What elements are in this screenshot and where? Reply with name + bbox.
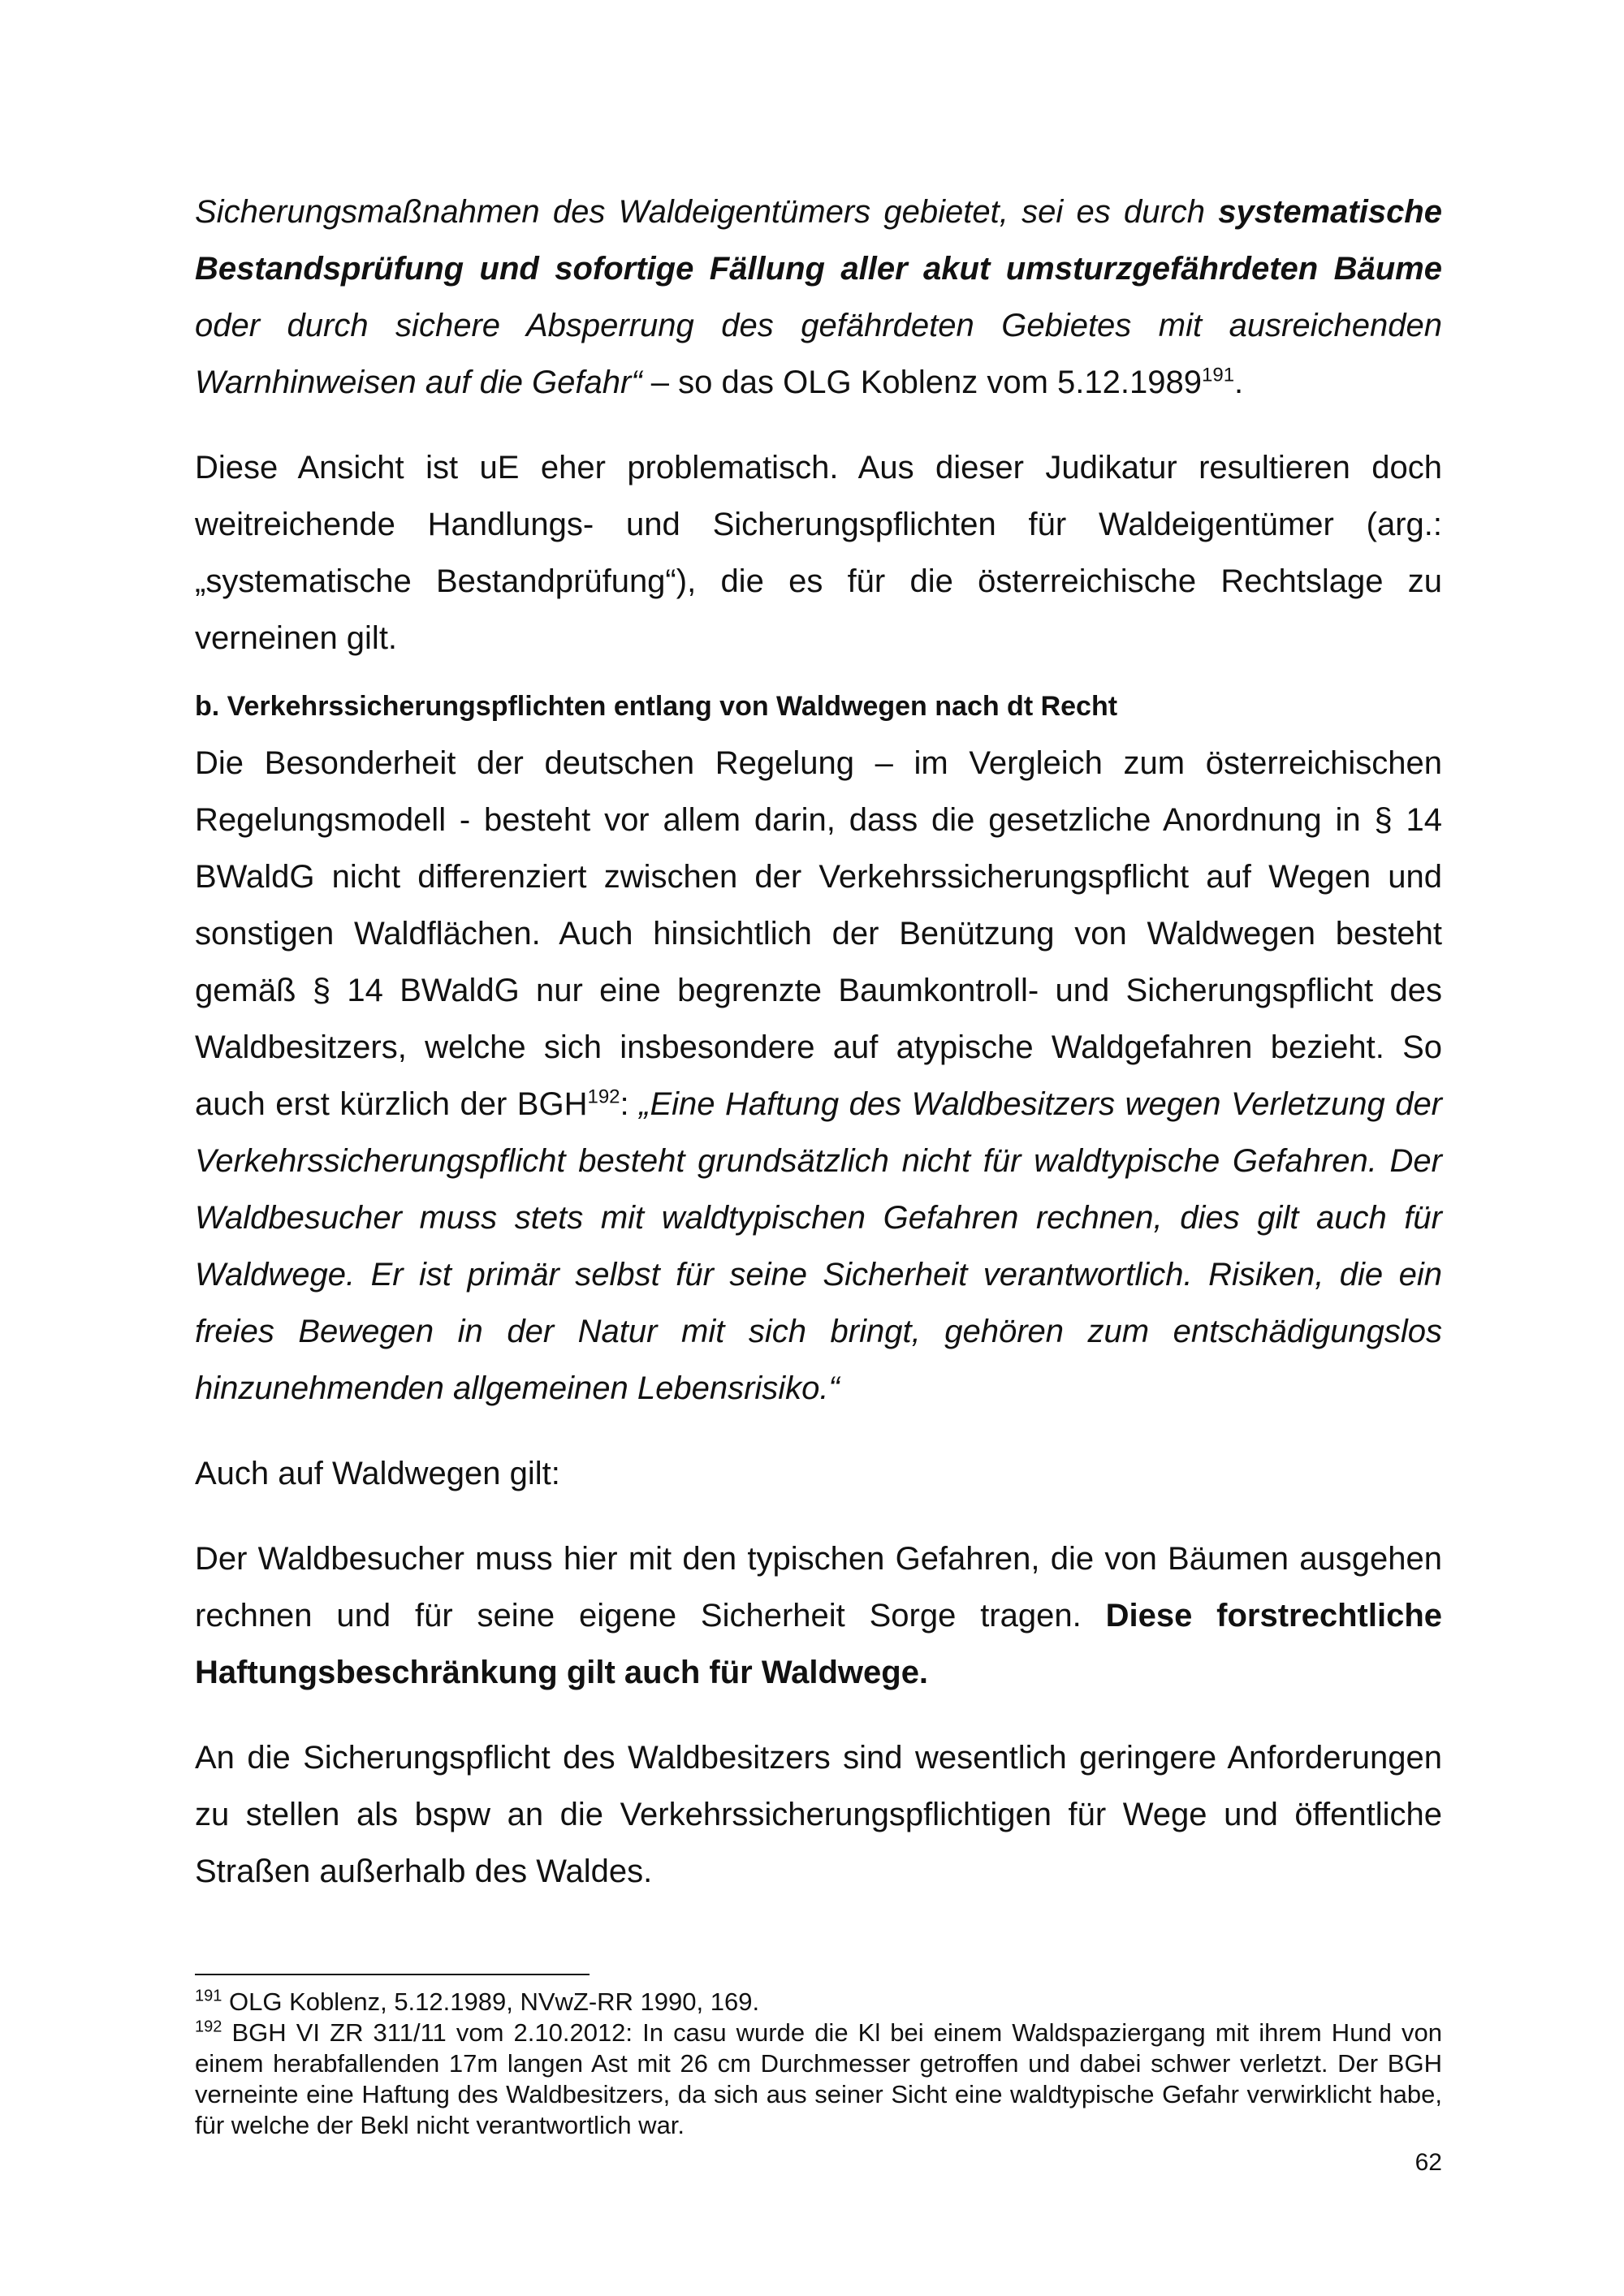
italic-quote-text: Sicherungsmaßnahmen des Waldeigentümers gebietet, sei es durch — [195, 194, 1219, 230]
paragraph-waldbesucher — [195, 1530, 1442, 1701]
paragraph-waldwege-intro: Auch auf Waldwegen gilt: — [195, 1456, 560, 1491]
paragraph-opinion: Diese Ansicht ist uE eher problematisch. Aus dieser Judikatur resultieren doch weitreichende Handlungs- und Sicherungspflichten für Waldeigentümer (arg.: „systematische Bestandprüfung“), die es für die österreichische Rechtslage zu verneinen gilt. — [195, 450, 1442, 656]
footnote-ref-191[interactable]: 191 — [1202, 364, 1235, 386]
bgh-quote: „Eine Haftung des Waldbesitzers wegen Verletzung der Verkehrssicherungspflicht besteht grundsätzlich nicht für waldtypische Gefahren. Der Waldbesucher muss stets mit waldtypischen Gefahren rechnen, dies gilt auch für Waldwege. Er ist primär selbst für seine Sicherheit verantwortlich. Risiken, die ein freies Bewegen in der Natur mit sich bringt, gehören zum entschädigungslos hinzunehmenden allgemeinen Lebensrisiko.“ — [195, 1086, 1443, 1406]
paragraph-german-regulation — [195, 735, 1442, 1417]
footnote-191 — [195, 1987, 1442, 2018]
footnote-ref-192[interactable]: 192 — [587, 1085, 620, 1108]
paragraph-sicherungspflicht: An die Sicherungspflicht des Waldbesitzers sind wesentlich geringere Anforderungen zu stellen als bspw an die Verkehrssicherungspflichtigen für Wege und öffentliche Straßen außerhalb des Waldes. — [195, 1740, 1442, 1889]
italic-quote-text-end: oder durch sichere Absperrung des gefährdeten Gebietes mit ausreichenden Warnhinweisen auf die Gefahr“ — [195, 308, 1442, 400]
footnote-text: BGH VI ZR 311/11 vom 2.10.2012: In casu wurde die Kl bei einem Waldspaziergang mit ihrem Hund von einem herabfallenden 17m langen Ast mit 26 cm Durchmesser getroffen und dabei schwer verletzt. Der BGH verneinte eine Haftung des Waldbesitzers, da sich aus seiner Sicht eine waldtypische Gefahr verwirklicht habe, für welche der Bekl nicht verantwortlich war. — [195, 2018, 1442, 2139]
section-heading-b: b. Verkehrssicherungspflichten entlang von Waldwegen nach dt Recht — [195, 691, 1118, 722]
page-number: 62 — [1415, 2149, 1442, 2176]
footnote-separator — [195, 1974, 590, 1975]
citation-text: – so das OLG Koblenz vom 5.12.1989 — [641, 365, 1202, 400]
bold-conclusion: Diese forstrechtliche Haftungsbeschränkung gilt auch für Waldwege. — [195, 1598, 1443, 1690]
footnote-number: 191 — [195, 1987, 222, 2005]
bold-italic-emphasis: systematische Bestandsprüfung und sofortige Fällung aller akut umsturzgefährdeten Bäume — [195, 194, 1442, 287]
paragraph-olg-koblenz — [195, 183, 1442, 411]
regulation-text: Die Besonderheit der deutschen Regelung – im Vergleich zum österreichischen Regelungsmodell - besteht vor allem darin, dass die gesetzliche Anordnung in § 14 BWaldG nicht differenziert zwischen der Verkehrssicherungspflicht auf Wegen und sonstigen Waldflächen. Auch hinsichtlich der Benützung von Waldwegen besteht gemäß § 14 BWaldG nur eine begrenzte Baumkontroll- und Sicherungspflicht des Waldbesitzers, welche sich insbesondere auf atypische Waldgefahren bezieht. So auch erst kürzlich der BGH — [195, 745, 1442, 1122]
colon: : — [620, 1086, 640, 1122]
footnote-text: OLG Koblenz, 5.12.1989, NVwZ-RR 1990, 169. — [222, 1987, 760, 2016]
footnotes — [195, 1987, 1442, 2141]
waldbesucher-text: Der Waldbesucher muss hier mit den typischen Gefahren, die von Bäumen ausgehen rechnen und für seine eigene Sicherheit Sorge tragen. — [195, 1541, 1442, 1634]
period: . — [1234, 365, 1244, 400]
footnote-192 — [195, 2018, 1442, 2141]
footnote-number: 192 — [195, 2018, 222, 2036]
body-text — [195, 183, 1442, 1900]
